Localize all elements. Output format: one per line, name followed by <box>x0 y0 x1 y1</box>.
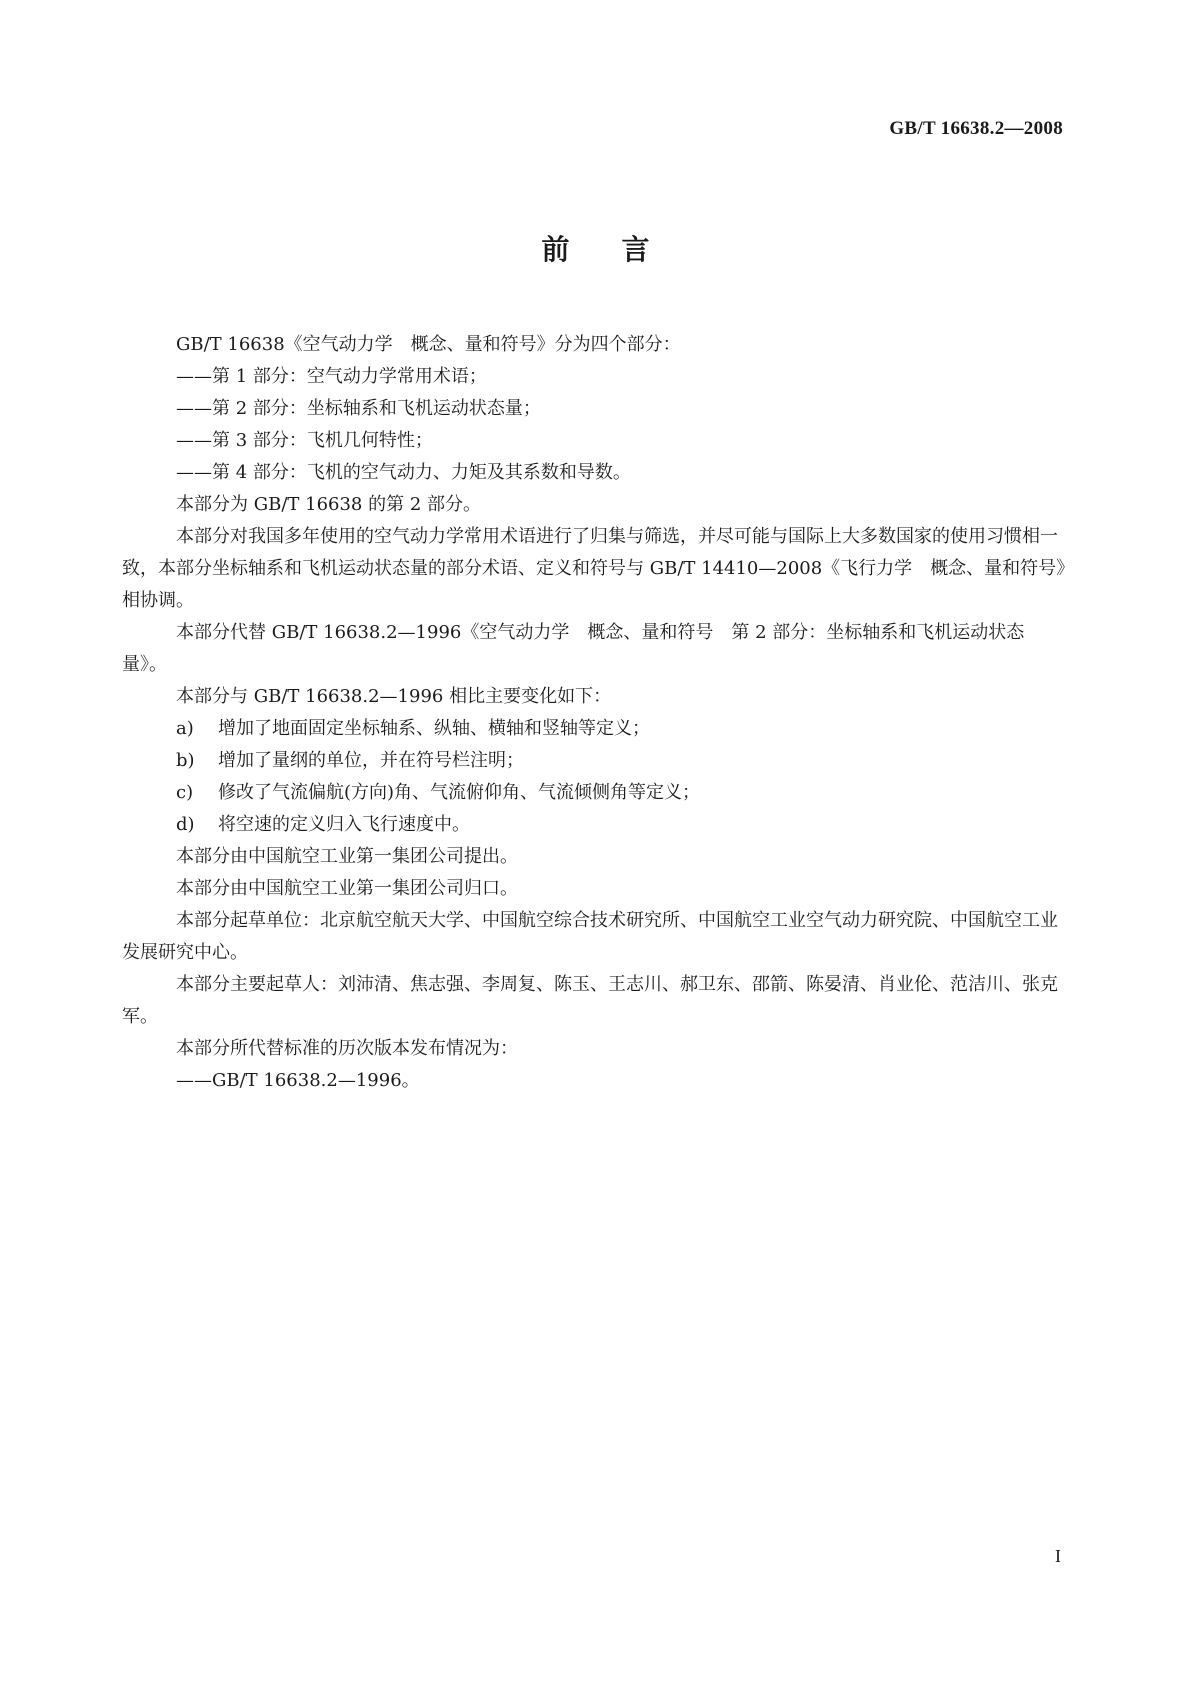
standard-code: GB/T 16638.2—2008 <box>889 118 1063 139</box>
part-item: ——第 4 部分：飞机的空气动力、力矩及其系数和导数。 <box>176 462 631 483</box>
change-label: d) <box>176 814 195 835</box>
replace-text-b: 概念、量和符号 <box>587 622 714 643</box>
change-text: 将空速的定义归入飞行速度中。 <box>218 814 470 835</box>
terms-text-b: 概念、量和符号》相协调。 <box>122 558 1066 611</box>
change-label: a) <box>176 718 194 739</box>
changes-intro: 本部分与 GB/T 16638.2—1996 相比主要变化如下： <box>176 686 612 707</box>
part-item: ——第 2 部分：坐标轴系和飞机运动状态量； <box>176 398 541 419</box>
proposed-by: 本部分由中国航空工业第一集团公司提出。 <box>176 846 518 867</box>
change-text: 增加了量纲的单位，并在符号栏注明； <box>218 750 524 771</box>
drafters: 本部分主要起草人：刘沛清、焦志强、李周复、陈玉、王志川、郝卫东、邵箭、陈晏清、肖业伦、范洁川、张克军。 <box>122 974 1058 1027</box>
intro-text-a: GB/T 16638《空气动力学 <box>176 334 393 355</box>
page-title: 前言 <box>541 233 702 266</box>
intro-text-b: 概念、量和符号》分为四个部分： <box>410 334 681 355</box>
page-number: I <box>1055 1546 1061 1566</box>
part-item: ——第 3 部分：飞机几何特性； <box>176 430 433 451</box>
change-label: b) <box>176 750 195 771</box>
intro-paragraph <box>122 329 1066 361</box>
drafting-units: 本部分起草单位：北京航空航天大学、中国航空综合技术研究所、中国航空工业空气动力研究院、中国航空工业发展研究中心。 <box>122 910 1058 963</box>
change-item <box>122 745 1066 777</box>
terms-text-a: 本部分对我国多年使用的空气动力学常用术语进行了归集与筛选，并尽可能与国际上大多数国家的使用习惯相一致，本部分坐标轴系和飞机运动状态量的部分术语、定义和符号与 GB/T 14410—2008《飞行力学 <box>122 526 1058 579</box>
terms-paragraph <box>122 521 1066 617</box>
replace-text-c: 第 2 部分：坐标轴系和飞机运动状态量》。 <box>122 622 1025 675</box>
change-text: 增加了地面固定坐标轴系、纵轴、横轴和竖轴等定义； <box>218 718 650 739</box>
this-part-paragraph: 本部分为 GB/T 16638 的第 2 部分。 <box>176 494 481 515</box>
part-item: ——第 1 部分：空气动力学常用术语； <box>176 366 487 387</box>
foreword-body <box>122 329 1066 1097</box>
change-item <box>122 713 1066 745</box>
replace-text-a: 本部分代替 GB/T 16638.2—1996《空气动力学 <box>176 622 570 643</box>
change-item <box>122 777 1066 809</box>
change-item <box>122 809 1066 841</box>
replace-paragraph <box>122 617 1066 681</box>
history-item: ——GB/T 16638.2—1996。 <box>176 1070 420 1091</box>
change-label: c) <box>176 782 194 803</box>
centralized-by: 本部分由中国航空工业第一集团公司归口。 <box>176 878 518 899</box>
change-text: 修改了气流偏航(方向)角、气流俯仰角、气流倾侧角等定义； <box>218 782 701 803</box>
history-intro: 本部分所代替标准的历次版本发布情况为： <box>176 1038 518 1059</box>
